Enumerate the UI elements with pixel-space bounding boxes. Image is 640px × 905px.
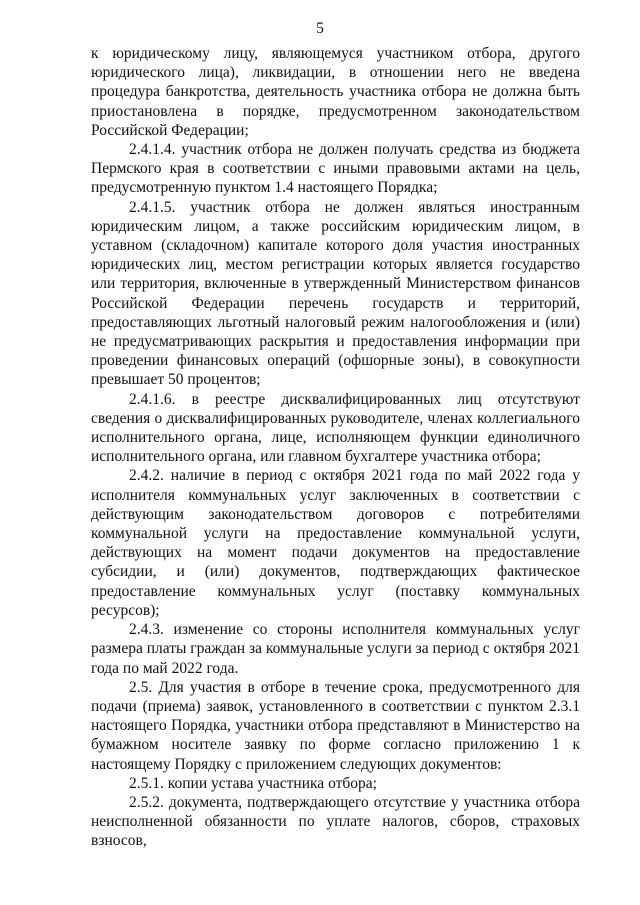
paragraph-2-5-1: 2.5.1. копии устава участника отбора;	[129, 774, 377, 792]
page-number: 5	[316, 20, 324, 37]
paragraph-2-4-1-6: 2.4.1.6. в реестре дисквалифицированных лиц отсутствуют сведения о дисквалифицированных руководителе, членах коллегиального исполнительного органа, лице, исполняющем функции единоличного исполнительного органа, или главном бухгалтере участника отбора;	[91, 390, 580, 466]
document-body	[91, 44, 580, 851]
paragraph-2-4-1-5: 2.4.1.5. участник отбора не должен являться иностранным юридическим лицом, а также российским юридическим лицом, в уставном (складочном) капитале которого доля участия иностранных юридических лиц, местом регистрации которых является государство или территория, включенные в утвержденный Министерством финансов Российской Федерации перечень государств и территорий, предоставляющих льготный налоговый режим налогообложения и (или) не предусматривающих раскрытия и предоставления информации при проведении финансовых операций (офшорные зоны), в совокупности превышает 50 процентов;	[91, 198, 580, 389]
paragraph-2-4-3: 2.4.3. изменение со стороны исполнителя коммунальных услуг размера платы граждан за коммунальные услуги за период с октября 2021 года по май 2022 года.	[91, 621, 580, 677]
paragraph-2-4-1-4: 2.4.1.4. участник отбора не должен получать средства из бюджета Пермского края в соответствии с иными правовыми актами на цель, предусмотренную пунктом 1.4 настоящего Порядка;	[91, 141, 580, 197]
paragraph-2-5-2: 2.5.2. документа, подтверждающего отсутствие у участника отбора неисполненной обязанности по уплате налогов, сборов, страховых взносов,	[91, 793, 580, 850]
paragraph-2-4-2: 2.4.2. наличие в период с октября 2021 года по май 2022 года у исполнителя коммунальных услуг заключенных в соответствии с действующим законодательством договоров с потребителями коммунальной услуги на предоставление коммунальной услуги, действующих на момент подачи документов на предоставление субсидии, и (или) документов, подтверждающих фактическое предоставление коммунальных услуг (поставку коммунальных ресурсов);	[91, 467, 580, 619]
paragraph-continuation: к юридическому лицу, являющемуся участником отбора, другого юридического лица), ликвидации, в отношении него не введена процедура банкротства, деятельность участника отбора не должна быть приостановлена в порядке, предусмотренном законодательством Российской Федерации;	[91, 45, 580, 139]
paragraph-2-5: 2.5. Для участия в отборе в течение срока, предусмотренного для подачи (приема) заявок, установленного в соответствии с пунктом 2.3.1 настоящего Порядка, участники отбора представляют в Министерство на бумажном носителе заявку по форме согласно приложению 1 к настоящему Порядку с приложением следующих документов:	[91, 678, 580, 773]
